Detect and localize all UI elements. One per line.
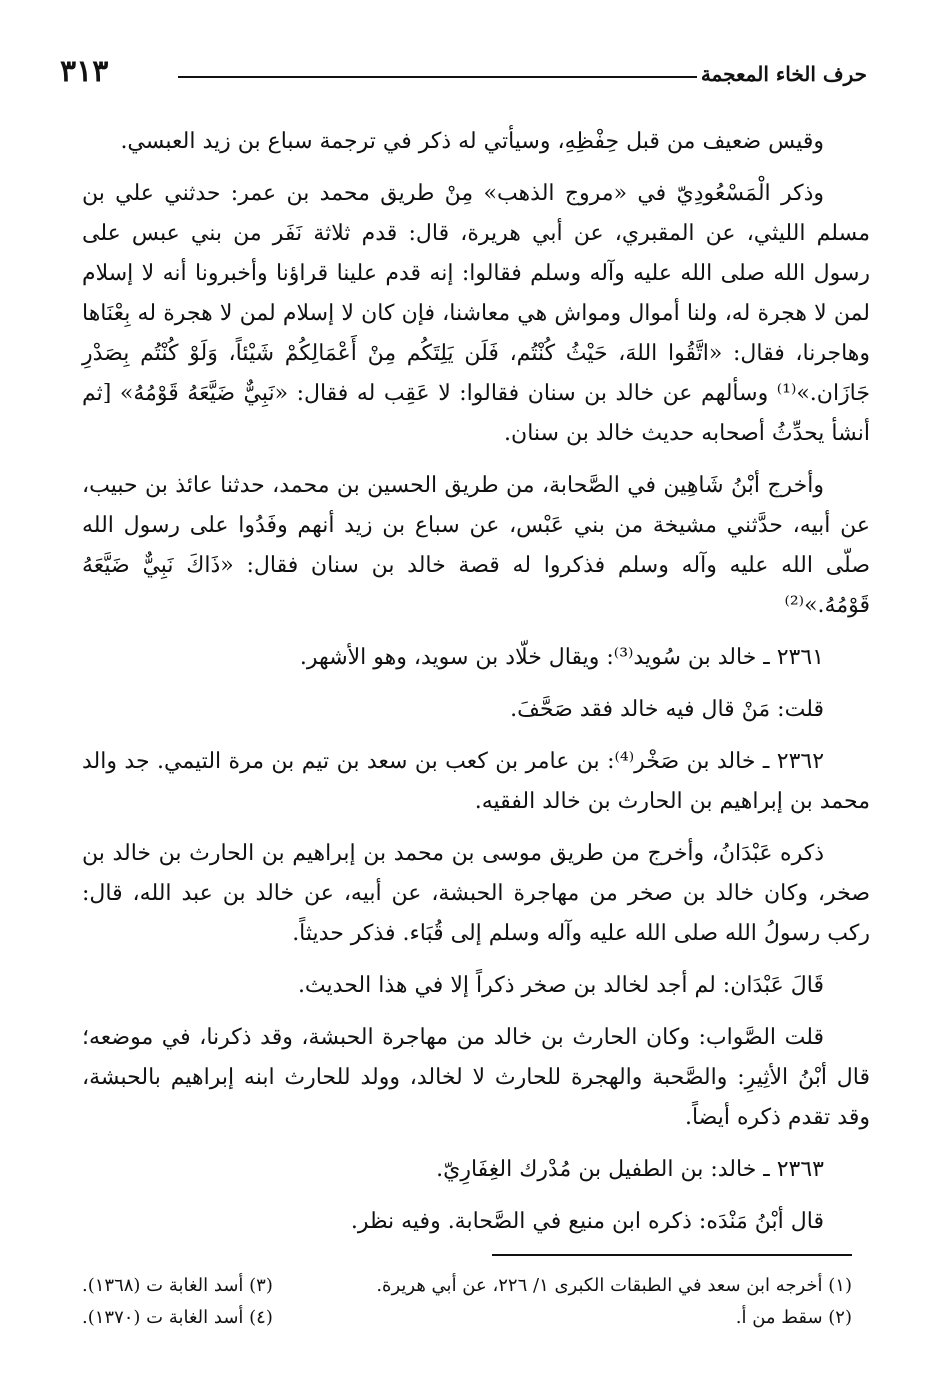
paragraph-ibn-shahin: وأخرج أبْنُ شَاهِين في الصَّحابة، من طريق الحسين بن محمد، حدثنا عائذ بن حبيب، عن أبيه، حدَّثني مشيخة من بني عَبْس، عن سباع بن زيد أنهم وفَدُوا على رسول الله صلّى الله عليه وآله وسلم فذكروا له قصة خالد بن سنان فقال: «ذَاكَ نَبِيٌّ ضَيَّعَهُ قَوْمُهُ.»⁽²⁾ <box>82 473 870 618</box>
footnotes-right-column <box>376 1270 852 1334</box>
page-header <box>60 52 867 102</box>
paragraph-qult-sawab: قلت الصَّواب: وكان الحارث بن خالد من مهاجرة الحبشة، وقد ذكرنا، في موضعه؛ قال أبْنُ الأثِيرِ: والصَّحبة والهجرة للحارث لا لخالد، وولد للحارث ابنه إبراهيم بالحبشة، وقد تقدم ذكره أيضاً. <box>82 1025 870 1130</box>
page-body <box>82 122 870 1254</box>
entry-2361: ٢٣٦١ ـ خالد بن سُويد⁽³⁾: ويقال خلّاد بن سويد، وهو الأشهر. <box>299 645 824 670</box>
paragraph-qult-1: قلت: مَنْ قال فيه خالد فقد صَحَّفَ. <box>510 697 824 722</box>
running-title: حرف الخاء المعجمة <box>700 62 867 86</box>
page-number: ٣١٣ <box>60 54 109 89</box>
footnote-4: (٤) أسد الغابة ت (١٣٧٠). <box>82 1307 273 1328</box>
paragraph-qal-abdan: قَالَ عَبْدَان: لم أجد لخالد بن صخر ذكراً إلا في هذا الحديث. <box>297 973 824 998</box>
paragraph-qays: وقيس ضعيف من قبل حِفْظِهِ، وسيأتي له ذكر في ترجمة سباع بن زيد العبسي. <box>120 129 824 154</box>
footnotes-rule <box>492 1254 852 1256</box>
paragraph-ibn-manda: قال أبْنُ مَنْدَه: ذكره ابن منيع في الصَّحابة. وفيه نظر. <box>350 1209 824 1234</box>
footnote-2: (٢) سقط من أ. <box>735 1307 852 1328</box>
header-rule <box>178 76 697 78</box>
paragraph-masudi: وذكر الْمَسْعُودِيّ في «مروج الذهب» مِنْ طريق محمد بن عمر: حدثني علي بن مسلم الليثي، عن المقبري، عن أبي هريرة، قال: قدم ثلاثة نَفَر من بني عبس على رسول الله صلى الله عليه وآله وسلم فقالوا: إنه قدم علينا قراؤنا وأخبرونا أنه لا إسلام لمن لا هجرة له، ولنا أموال ومواش هي معاشنا، فإن كان لا إسلام لمن لا هجرة له بِعْنَاها وهاجرنا، فقال: «اتَّقُوا اللهَ، حَيْثُ كُنْتُم، فَلَن يَلِتَكُم مِنْ أَعْمَالِكُمْ شَيْئاً، وَلَوْ كُنْتُم بِصَدْرِ جَازَان.»⁽¹⁾ وسألهم عن خالد بن سنان فقالوا: لا عَقِب له فقال: «نَبِيٌّ ضَيَّعَهُ قَوْمُهُ» [ثم أنشأ يحدِّثُ أصحابه حديث خالد بن سنان. <box>82 181 870 446</box>
footnote-1: (١) أخرجه ابن سعد في الطبقات الكبرى ١/ ٢٢٦، عن أبي هريرة. <box>376 1275 852 1296</box>
footnote-3: (٣) أسد الغابة ت (١٣٦٨). <box>82 1275 273 1296</box>
footnotes-left-column <box>82 1270 273 1334</box>
entry-2362: ٢٣٦٢ ـ خالد بن صَخْر⁽⁴⁾: بن عامر بن كعب بن سعد بن تيم بن مرة التيمي. جد والد محمد بن إبراهيم بن الحارث بن خالد الفقيه. <box>82 749 870 814</box>
paragraph-abdan: ذكره عَبْدَانُ، وأخرج من طريق موسى بن محمد بن إبراهيم بن الحارث بن خالد بن صخر، وكان خالد بن صخر من مهاجرة الحبشة، عن أبيه، عن خالد بن عبد الله، قال: ركب رسولُ الله صلى الله عليه وآله وسلم إلى قُبَاء. فذكر حديثاً. <box>82 841 870 946</box>
entry-2363: ٢٣٦٣ ـ خالد: بن الطفيل بن مُدْرك الغِفَارِيّ. <box>436 1157 824 1182</box>
